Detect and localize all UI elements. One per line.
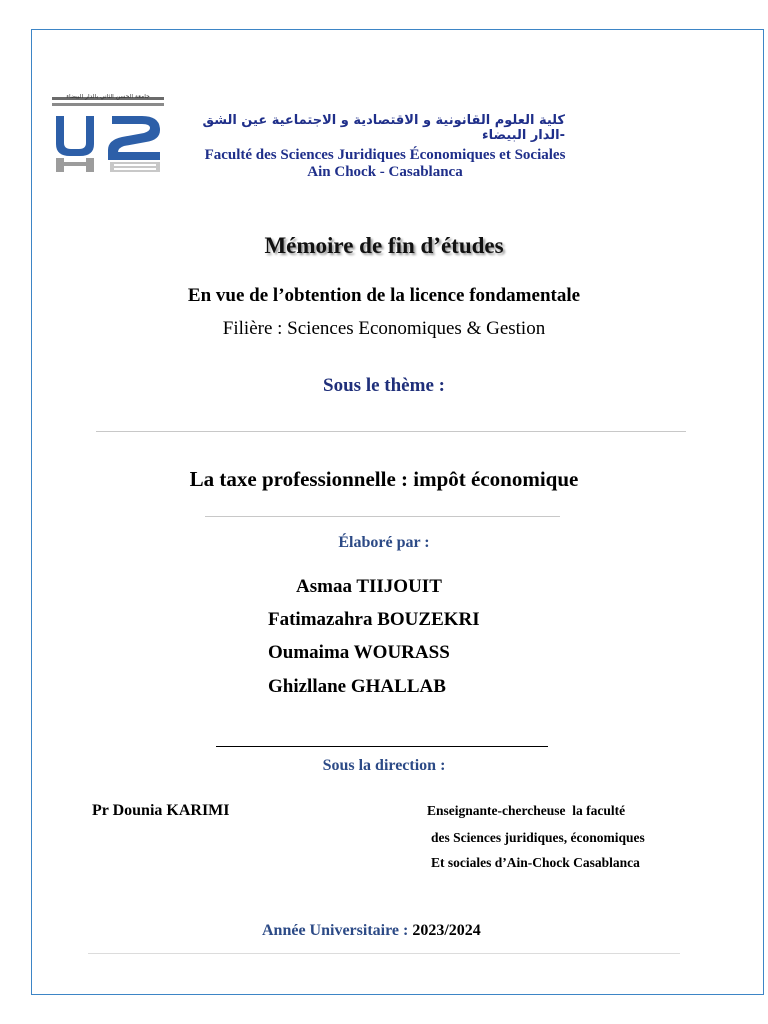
supervisor-name: Pr Dounia KARIMI xyxy=(92,802,230,819)
author-name: Oumaima WOURASS xyxy=(268,642,450,663)
thesis-subject: La taxe professionnelle : impôt économique xyxy=(189,467,579,491)
divider xyxy=(216,746,548,747)
divider xyxy=(205,516,560,517)
field-of-study: Filière : Sciences Economiques & Gestion xyxy=(222,318,546,339)
academic-year-label: Année Universitaire : xyxy=(262,922,413,939)
faculty-arabic-name: كلية العلوم القانونية و الاقتصادية و الاجتماعية عين الشق -الدار البيضاء xyxy=(202,113,565,143)
divider xyxy=(96,431,686,432)
divider xyxy=(88,953,680,954)
author-name: Asmaa TIIJOUIT xyxy=(296,576,442,597)
faculty-name-line2: Ain Chock - Casablanca xyxy=(307,164,463,180)
authors-label: Élaboré par : xyxy=(338,534,430,551)
academic-year xyxy=(262,922,481,940)
university-logo xyxy=(50,94,168,174)
document-title: Mémoire de fin d’études xyxy=(264,233,504,258)
logo-university-text: جامعة الحسن الثاني بالدار البيضاء xyxy=(66,94,150,100)
supervisor-role-line: Et sociales d’Ain-Chock Casablanca xyxy=(431,855,640,870)
theme-label: Sous le thème : xyxy=(323,375,445,396)
author-name: Fatimazahra BOUZEKRI xyxy=(268,609,480,630)
supervisor-role-line: Enseignante-chercheuse la faculté xyxy=(427,803,626,818)
author-name: Ghizllane GHALLAB xyxy=(268,676,446,697)
supervision-label: Sous la direction : xyxy=(322,757,446,774)
degree-purpose: En vue de l’obtention de la licence fondamentale xyxy=(187,285,581,306)
faculty-name-line1: Faculté des Sciences Juridiques Économiques et Sociales xyxy=(204,147,566,163)
supervisor-role-line: des Sciences juridiques, économiques xyxy=(431,830,645,845)
academic-year-value: 2023/2024 xyxy=(412,922,481,939)
